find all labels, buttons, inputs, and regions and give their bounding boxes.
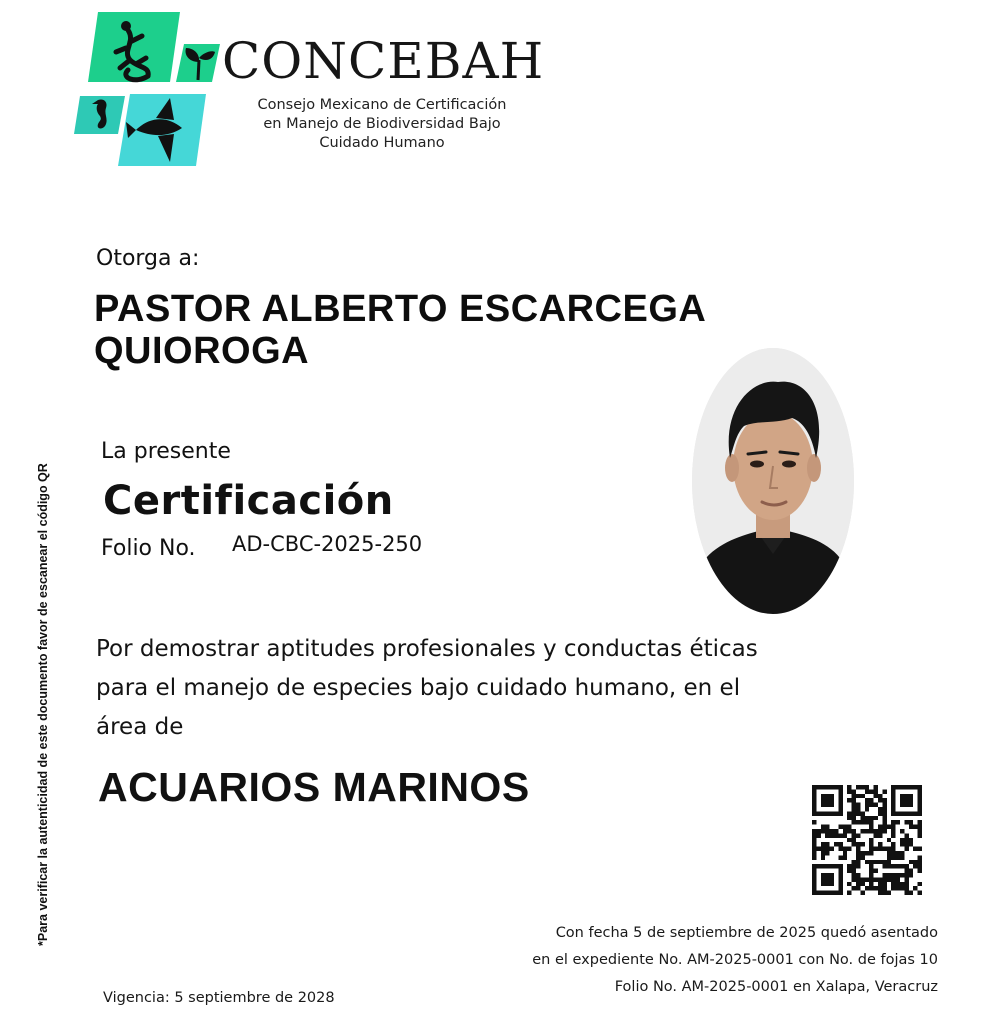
portrait-illustration <box>692 348 854 614</box>
validity-date: Vigencia: 5 septiembre de 2028 <box>103 990 335 1006</box>
org-full-name-line: Consejo Mexicano de Certificación <box>257 97 507 113</box>
org-name: CONCEBAH <box>222 32 545 90</box>
registry-line: en el expediente No. AM-2025-0001 con No. de fojas 10 <box>532 952 938 968</box>
reason-line: área de <box>96 714 184 740</box>
recipient-photo <box>692 348 854 614</box>
registry-line: Folio No. AM-2025-0001 en Xalapa, Veracruz <box>614 979 938 995</box>
registry-line: Con fecha 5 de septiembre de 2025 quedó asentado <box>555 925 938 941</box>
reason-line: Por demostrar aptitudes profesionales y conductas éticas <box>96 636 758 662</box>
folio-label: Folio No. <box>101 536 196 561</box>
org-full-name-line: en Manejo de Biodiversidad Bajo <box>263 116 501 132</box>
recipient-name-line: PASTOR ALBERTO ESCARCEGA <box>94 288 707 330</box>
certification-reason <box>96 630 856 747</box>
reason-line: para el manejo de especies bajo cuidado humano, en el <box>96 675 741 701</box>
org-full-name-line: Cuidado Humano <box>319 135 445 151</box>
logo-tile-green <box>88 12 180 82</box>
certified-area: ACUARIOS MARINOS <box>98 764 530 810</box>
qr-code[interactable] <box>812 785 922 895</box>
registry-details <box>470 920 938 1001</box>
recipient-name-line: QUIOROGA <box>94 330 310 372</box>
concebah-logo-mark <box>70 8 230 168</box>
grant-label: Otorga a: <box>96 246 200 271</box>
qr-verification-note: *Para verificar la autenticidad de este documento favor de escanear el código QR <box>36 463 50 946</box>
org-full-name <box>222 96 542 153</box>
intro-label: La presente <box>101 439 231 464</box>
folio-number: AD-CBC-2025-250 <box>232 532 423 556</box>
document-type: Certificación <box>103 478 394 524</box>
